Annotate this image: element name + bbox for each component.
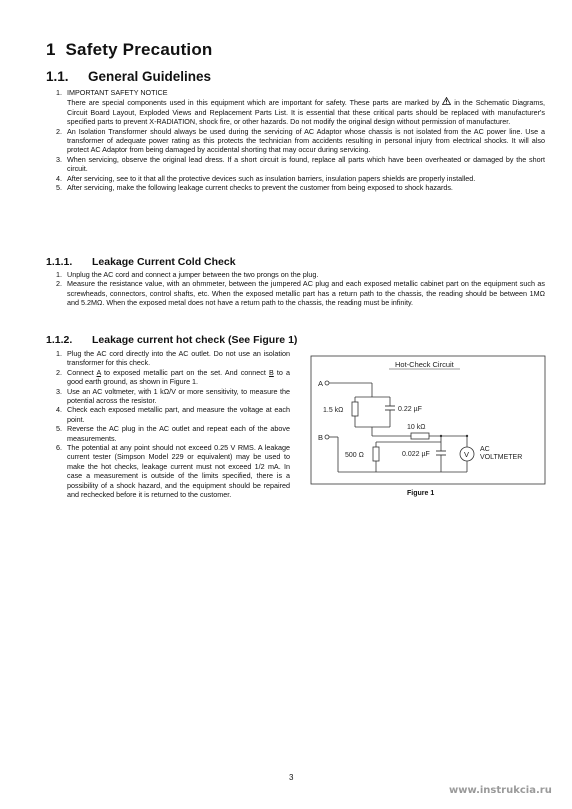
list-item	[56, 155, 545, 174]
list-item	[56, 174, 545, 183]
node-a-text: A	[318, 379, 324, 388]
hot-check-title: Leakage current hot check (See Figure 1)	[92, 334, 298, 346]
item-number: 2.	[56, 367, 62, 377]
diagram-title: Hot-Check Circuit	[395, 360, 454, 369]
item-text: Plug the AC cord directly into the AC outlet. Do not use an isolation transformer for this check.	[67, 349, 290, 368]
subsection-title	[46, 69, 211, 84]
resistor-r2	[411, 433, 429, 439]
meter-label-ac: AC	[480, 446, 490, 453]
item-text: Measure the resistance value, with an ohmmeter, between the jumpered AC plug and each exposed metallic cabinet part on the equipment such as screwheads, connectors, control shafts, etc. When the exposed metallic part has a return path to the chassis, the reading should be between 1MΩ and 5.2MΩ. When the exposed metal does not have a return path to the chassis, the reading must be infinity.	[67, 279, 545, 308]
section-title	[46, 40, 213, 60]
list-item	[56, 270, 545, 279]
item-text-mid: to exposed metallic part on the set. And connect	[104, 367, 266, 377]
hot-check-heading	[46, 334, 297, 346]
item-number: 6.	[56, 443, 62, 453]
cold-check-heading	[46, 256, 236, 268]
list-item	[56, 349, 290, 368]
item-heading: IMPORTANT SAFETY NOTICE	[67, 88, 168, 97]
item-number: 3.	[56, 386, 62, 396]
item-number: 1.	[56, 349, 62, 358]
hot-check-list	[56, 349, 290, 500]
resistor-r1	[352, 402, 358, 416]
figure-caption: Figure 1	[407, 490, 435, 497]
item-number: 5.	[56, 183, 62, 193]
cold-check-list	[56, 270, 545, 308]
warning-triangle-icon	[442, 97, 451, 107]
item-text-after: to a good earth ground, as shown in Figure 1.	[67, 367, 291, 387]
node-b-terminal	[325, 435, 329, 439]
node-b-text: B	[318, 433, 324, 442]
item-text-before: There are special components used in this equipment which are important for safety. These parts are marked by	[67, 98, 440, 108]
hot-check-number: 1.1.2.	[46, 334, 73, 346]
list-item	[56, 424, 290, 443]
list-item	[56, 387, 290, 406]
node-a-terminal	[325, 381, 329, 385]
hot-check-circuit-diagram	[310, 355, 546, 485]
r2-label: 10 kΩ	[407, 424, 426, 431]
c1-label: 0.22 µF	[398, 406, 422, 413]
item-text-before: Connect	[67, 367, 94, 377]
item-text: Check each exposed metallic part, and measure the voltage at each point.	[67, 405, 290, 424]
item-number: 3.	[56, 154, 62, 164]
item-text: An Isolation Transformer should always be used during the servicing of AC Adaptor whose chassis is not isolated from the AC power line. Use a transformer of adequate power rating as this protects the technician from accidents resulting in personal injury from electrical shocks. It will also protect AC Adaptor from being damaged by accidental shorting that may occur during servicing.	[67, 126, 545, 155]
item-number: 4.	[56, 173, 62, 183]
subsection-title-text: General Guidelines	[88, 69, 212, 84]
list-item	[56, 88, 545, 127]
r3-label: 500 Ω	[345, 452, 364, 459]
cold-check-title: Leakage Current Cold Check	[92, 256, 236, 268]
c2-label: 0.022 µF	[402, 451, 430, 458]
list-item	[56, 183, 545, 192]
item-text: After servicing, make the following leakage current checks to prevent the customer from being exposed to shock hazards.	[67, 183, 453, 193]
item-text-after: in the Schematic Diagrams, Circuit Board Layout, Exploded Views and Replacement Parts List. It is essential that these critical parts should be replaced with manufacturer's specified parts to prevent X-RADIATION, shock fire, or other hazards. Do not modify the original design without permission of manufacturer.	[67, 98, 545, 127]
section-number: 1	[46, 40, 56, 59]
voltmeter-symbol: V	[464, 450, 470, 459]
item-number: 1.	[56, 88, 62, 97]
item-text: Unplug the AC cord and connect a jumper between the two prongs on the plug.	[67, 270, 319, 279]
section-title-text: Safety Precaution	[65, 40, 213, 59]
list-item	[56, 279, 545, 307]
resistor-r3	[373, 447, 379, 461]
watermark: www.instrukcia.ru	[449, 785, 552, 796]
item-number: 4.	[56, 405, 62, 415]
item-text: After servicing, see to it that all the protective devices such as insulation barriers, insulation papers shields are properly installed.	[67, 173, 476, 183]
list-item	[56, 443, 290, 499]
list-item	[56, 368, 290, 387]
subsection-number: 1.1.	[46, 69, 69, 84]
node-b-label: B	[269, 367, 274, 377]
node-a-label: A	[96, 367, 101, 377]
item-number: 1.	[56, 270, 62, 279]
item-number: 2.	[56, 126, 62, 136]
cold-check-number: 1.1.1.	[46, 256, 73, 268]
item-number: 2.	[56, 279, 62, 289]
item-number: 5.	[56, 424, 62, 434]
circuit-svg	[310, 355, 546, 485]
page-number: 3	[289, 773, 294, 782]
general-guidelines-list	[56, 88, 545, 192]
item-text	[67, 97, 545, 126]
item-text: The potential at any point should not exceed 0.25 V RMS. A leakage current tester (Simpson Model 229 or equivalent) may be used to make the hot checks, leakage current must not exceed 1/2 mA. In case a measurement is outside of the limits specified, there is a possibility of a shock hazard, and the equipment should be repaired and rechecked before it is returned to the customer.	[67, 443, 290, 500]
meter-label-voltmeter: VOLTMETER	[480, 454, 523, 461]
item-text: When servicing, observe the original lead dress. If a short circuit is found, replace all parts which have been overheated or damaged by the short circuit.	[67, 154, 545, 174]
list-item	[56, 405, 290, 424]
item-text: Use an AC voltmeter, with 1 kΩ/V or more sensitivity, to measure the potential across the resistor.	[67, 386, 290, 406]
r1-label: 1.5 kΩ	[323, 407, 344, 414]
list-item	[56, 127, 545, 155]
item-text: Reverse the AC plug in the AC outlet and repeat each of the above measurements.	[67, 424, 290, 443]
diagram-frame	[311, 356, 545, 484]
